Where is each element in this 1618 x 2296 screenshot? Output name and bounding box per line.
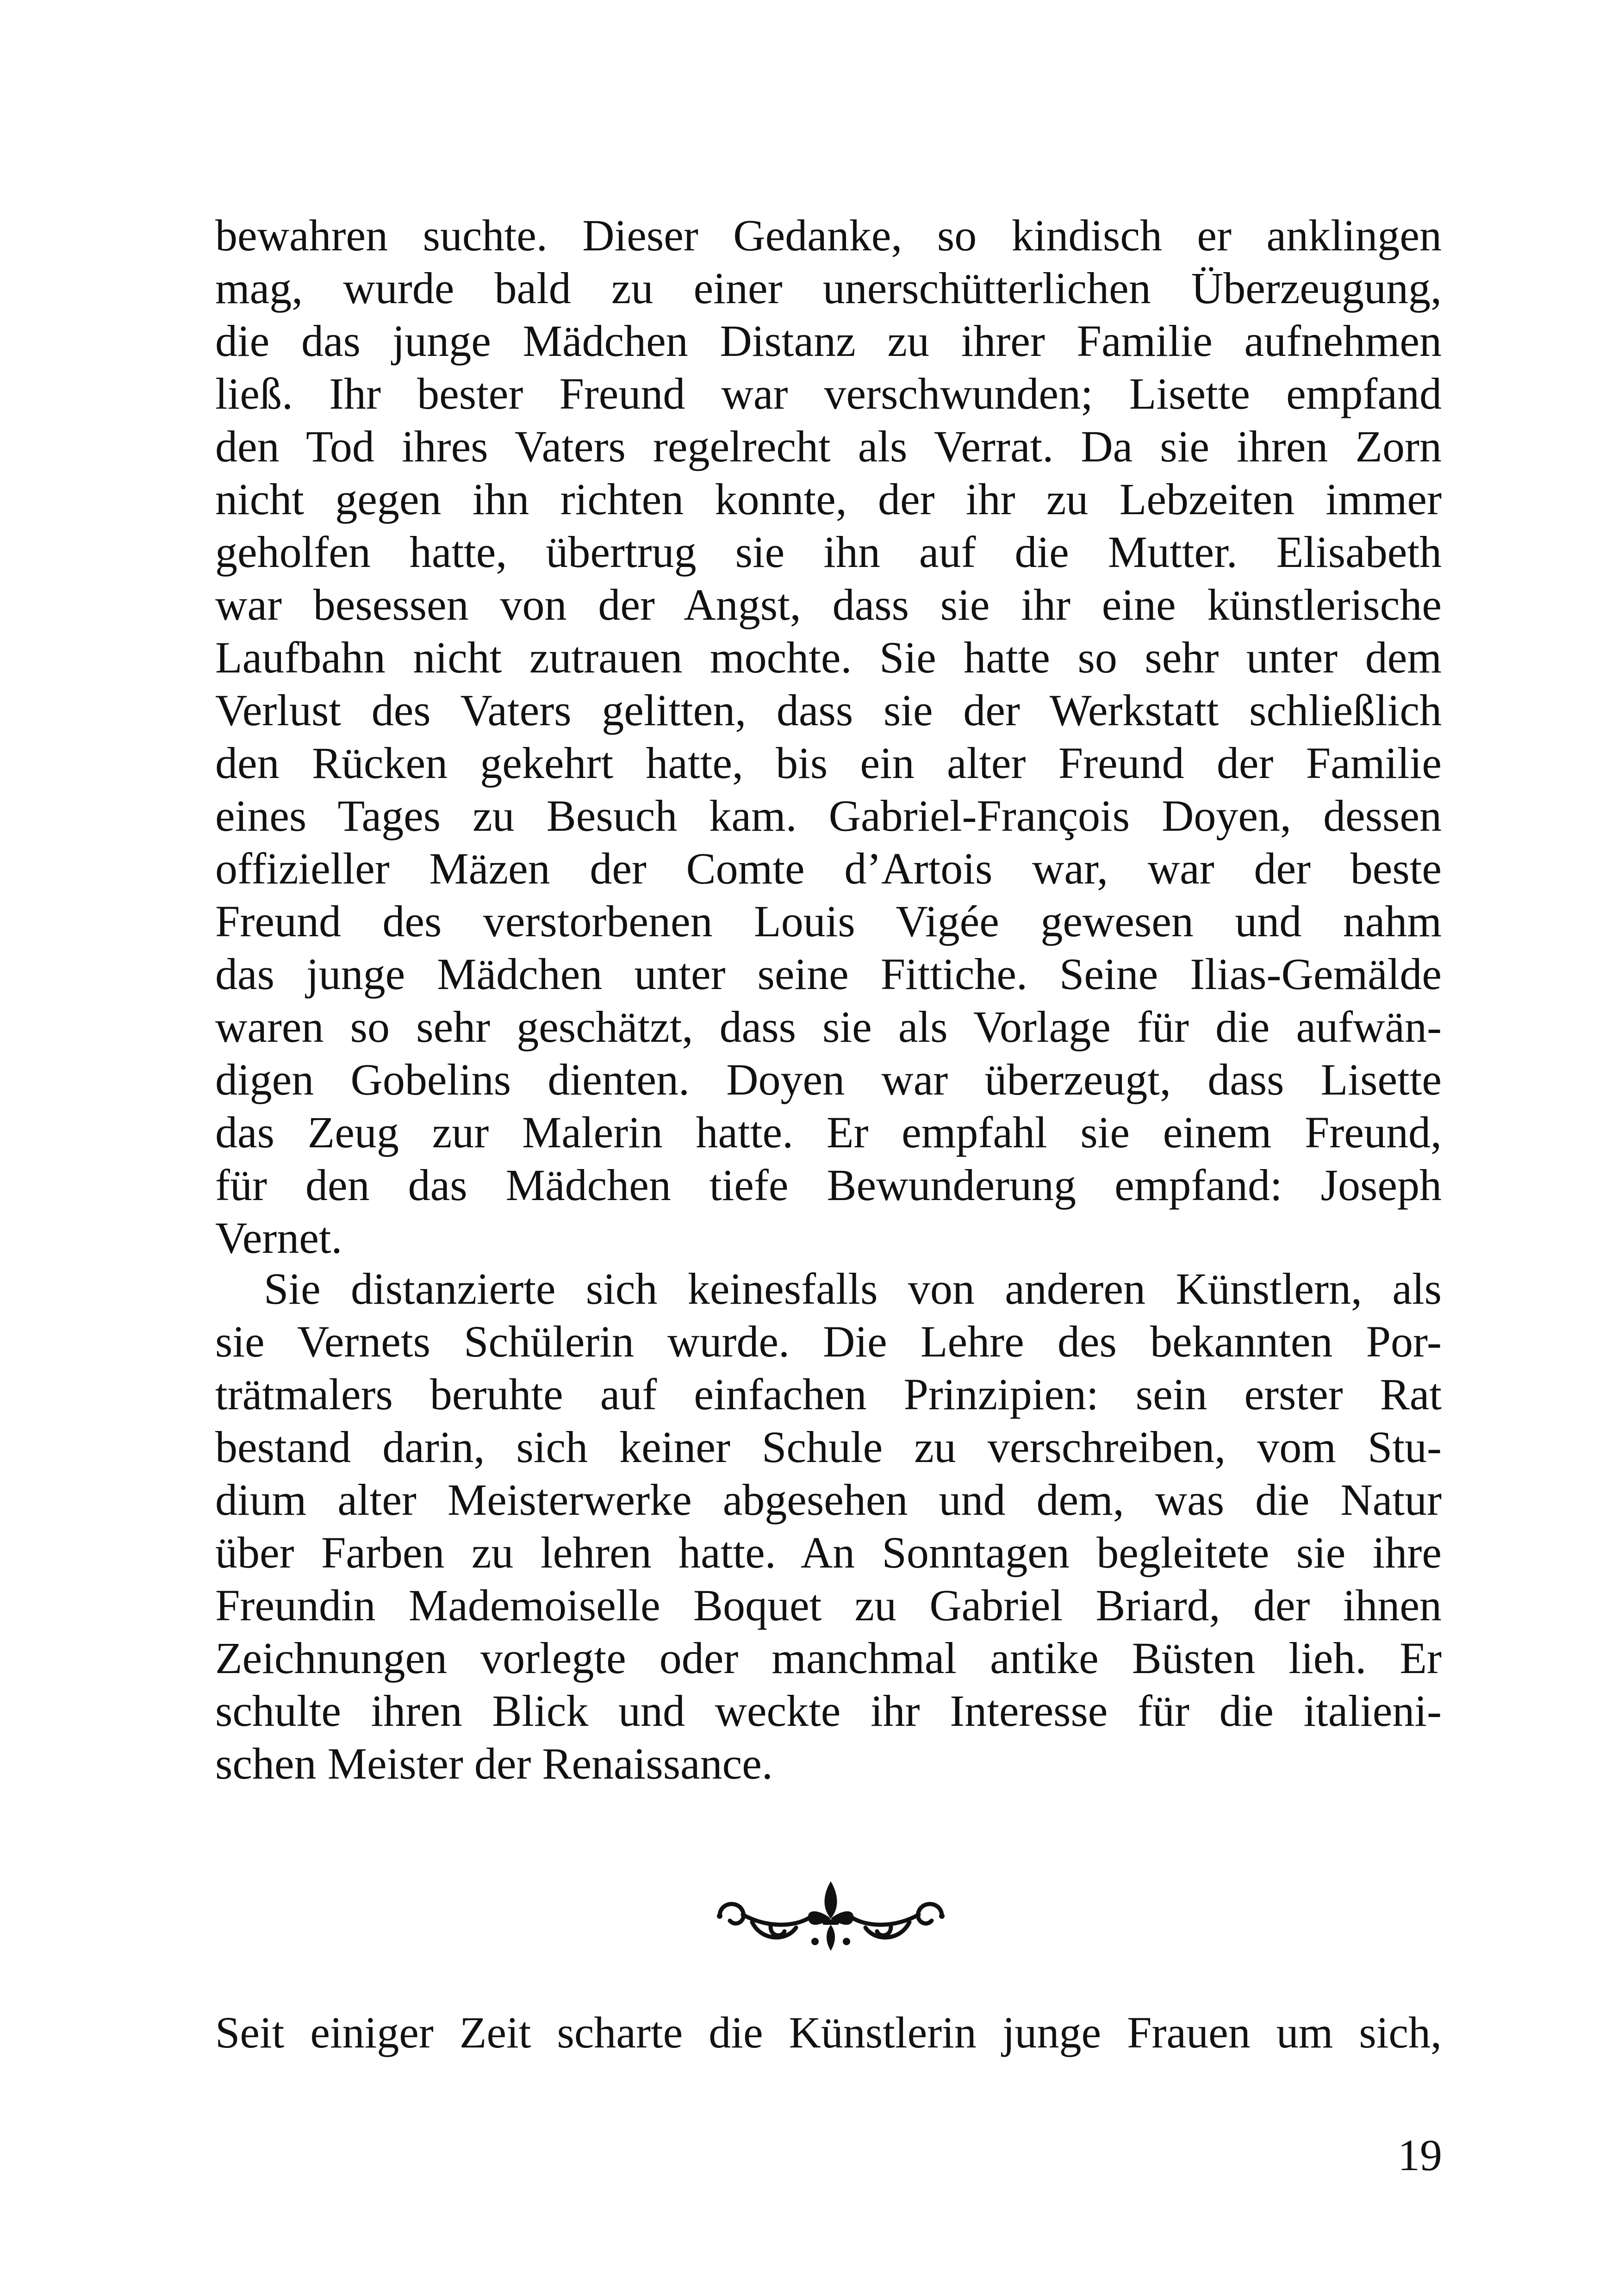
text-line: Vernet. [215, 1213, 342, 1263]
text-line: war besessen von der Angst, dass sie ihr eine künstlerische [215, 580, 1442, 629]
text-line: ließ. Ihr bester Freund war verschwunden; Lisette empfand [215, 369, 1442, 418]
text-line: den Tod ihres Vaters regelrecht als Verrat. Da sie ihren Zorn [215, 422, 1442, 471]
paragraph-3 [215, 2006, 1442, 2059]
text-line: das junge Mädchen unter seine Fittiche. Seine Ilias-Gemälde [215, 949, 1442, 999]
fleuron-divider-icon [701, 1872, 960, 1965]
text-line: Zeichnungen vorlegte oder manchmal antike Büsten lieh. Er [215, 1633, 1442, 1683]
paragraph-1 [215, 209, 1442, 1264]
text-line: Freundin Mademoiselle Boquet zu Gabriel Briard, der ihnen [215, 1580, 1442, 1630]
text-line: trätmalers beruhte auf einfachen Prinzipien: sein erster Rat [215, 1369, 1442, 1419]
text-line: den Rücken gekehrt hatte, bis ein alter Freund der Familie [215, 738, 1442, 788]
text-line: nicht gegen ihn richten konnte, der ihr zu Lebzeiten immer [215, 474, 1442, 524]
text-line: geholfen hatte, übertrug sie ihn auf die Mutter. Elisabeth [215, 527, 1442, 577]
text-line: schulte ihren Blick und weckte ihr Interesse für die italieni- [215, 1686, 1442, 1736]
text-line: über Farben zu lehren hatte. An Sonntagen begleitete sie ihre [215, 1528, 1442, 1577]
text-line: das Zeug zur Malerin hatte. Er empfahl sie einem Freund, [215, 1108, 1442, 1157]
text-line: bestand darin, sich keiner Schule zu verschreiben, vom Stu- [215, 1422, 1442, 1472]
text-line: dium alter Meisterwerke abgesehen und dem, was die Natur [215, 1475, 1442, 1524]
text-line: eines Tages zu Besuch kam. Gabriel-François Doyen, dessen [215, 791, 1442, 840]
text-line: offizieller Mäzen der Comte d’Artois war, war der beste [215, 844, 1442, 893]
text-line: schen Meister der Renaissance. [215, 1739, 773, 1788]
text-line: Seit einiger Zeit scharte die Künstlerin junge Frauen um sich, [215, 2008, 1442, 2057]
text-line: sie Vernets Schülerin wurde. Die Lehre des bekannten Por- [215, 1317, 1442, 1366]
text-line: Laufbahn nicht zutrauen mochte. Sie hatte so sehr unter dem [215, 633, 1442, 682]
text-line: mag, wurde bald zu einer unerschütterlichen Überzeugung, [215, 263, 1442, 313]
page-number: 19 [1398, 2130, 1442, 2180]
text-line: bewahren suchte. Dieser Gedanke, so kindisch er anklingen [215, 211, 1442, 260]
paragraph-2 [215, 1263, 1442, 1790]
text-line: Freund des verstorbenen Louis Vigée gewesen und nahm [215, 896, 1442, 946]
text-line: die das junge Mädchen Distanz zu ihrer Familie aufnehmen [215, 316, 1442, 366]
text-line: waren so sehr geschätzt, dass sie als Vorlage für die aufwän- [215, 1002, 1442, 1052]
text-line: für den das Mädchen tiefe Bewunderung empfand: Joseph [215, 1160, 1442, 1210]
text-line: digen Gobelins dienten. Doyen war überzeugt, dass Lisette [215, 1055, 1442, 1104]
text-line: Verlust des Vaters gelitten, dass sie der Werkstatt schließlich [215, 685, 1442, 735]
text-line: Sie distanzierte sich keinesfalls von anderen Künstlern, als [264, 1264, 1442, 1313]
